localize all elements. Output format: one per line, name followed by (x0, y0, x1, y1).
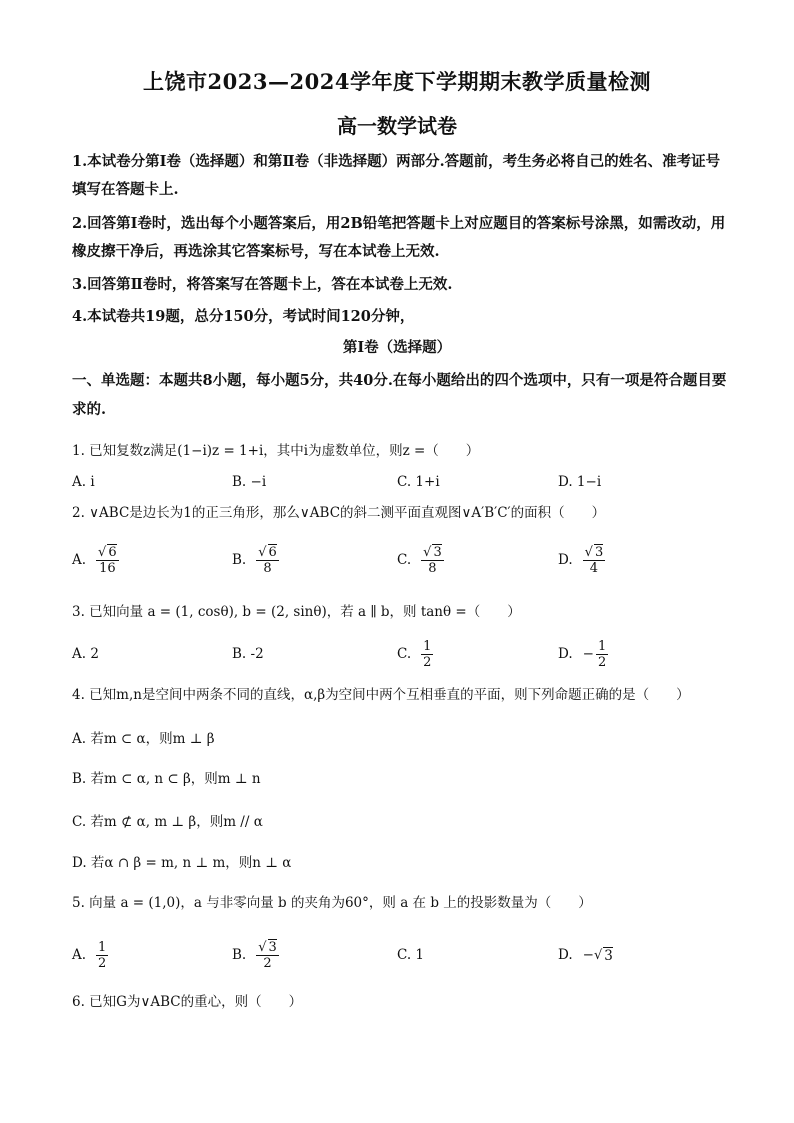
q5-b-denominator: 2 (263, 955, 272, 971)
q5-b-fraction: $\frac{√ 3}{2}$ (258, 939, 277, 971)
question-1-stem: 1. 已知复数z满足(1−i)z = 1+i，其中i为虚数单位，则z =（ ） (72, 443, 480, 459)
q5-a-numerator: 1 (98, 939, 107, 955)
q3-d-fraction (596, 639, 608, 670)
q5-a-label: A. (72, 947, 87, 963)
q1-option-d: D. 1−i (558, 474, 602, 490)
q2-d-numerator: 3 (594, 544, 604, 560)
note-1: 1.本试卷分第Ⅰ卷（选择题）和第Ⅱ卷（非选择题）两部分.答题前，考生务必将自己的姓名、准考证号填写在答题卡上. (72, 153, 721, 198)
q2-option-b (232, 540, 279, 580)
q3-d-denominator: 2 (597, 654, 607, 670)
q4-option-d: D. 若α ∩ β = m, n ⊥ m，则n ⊥ α (72, 855, 292, 871)
note-3: 3.回答第Ⅱ卷时，将答案写在答题卡上，答在本试卷上无效. (72, 276, 453, 293)
q3-d-numerator: 1 (597, 638, 607, 654)
question-2-stem: 2. ∨ABC是边长为1的正三角形，那么∨ABC的斜二测平面直观图∨A′B′C′的面积（ ） (72, 505, 606, 521)
q3-option-b: B. -2 (232, 646, 264, 662)
q2-option-d (558, 540, 605, 580)
q2-b-denominator: 8 (263, 560, 272, 576)
q2-a-label: A. (72, 552, 87, 568)
q2-a-denominator: 16 (99, 560, 116, 576)
q5-b-numerator: 3 (268, 939, 277, 955)
q2-c-fraction: $\frac{√ 3}{8}$ (423, 544, 442, 576)
q5-b-label: B. (232, 947, 247, 963)
q2-c-label: C. (397, 552, 412, 568)
q2-a-numerator: 6 (108, 544, 117, 560)
q5-option-d: D. − √ 3 (558, 947, 613, 964)
q5-a-fraction (96, 940, 108, 971)
q2-b-label: B. (232, 552, 247, 568)
q3-c-denominator: 2 (423, 654, 432, 670)
q2-c-denominator: 8 (428, 560, 437, 576)
q2-a-fraction: $\frac{√ 6}{16}$ (98, 544, 117, 576)
q2-option-a (72, 540, 119, 580)
q3-option-d (558, 634, 608, 674)
q4-option-c: C. 若m ⊄ α, m ⊥ β，则m // α (72, 814, 263, 830)
question-3-options (72, 634, 732, 674)
q4-option-b: B. 若m ⊂ α, n ⊂ β，则m ⊥ n (72, 771, 261, 787)
q3-d-sign: − (582, 646, 594, 662)
q5-option-b (232, 935, 279, 975)
q3-c-fraction (421, 639, 433, 670)
q2-d-label: D. (558, 552, 573, 568)
q1-option-b: B. −i (232, 474, 267, 490)
q3-d-label: D. (558, 646, 573, 662)
q4-option-a: A. 若m ⊂ α，则m ⊥ β (72, 731, 215, 747)
q5-d-radicand: 3 (604, 947, 613, 964)
q1-option-c: C. 1+i (397, 474, 440, 490)
question-2-options (72, 540, 732, 580)
q3-c-numerator: 1 (423, 638, 432, 654)
q1-option-a: A. i (72, 474, 95, 490)
q3-option-a: A. 2 (72, 646, 99, 662)
q2-d-denominator: 4 (589, 560, 599, 576)
question-3-stem: 3. 已知向量 a = (1, cosθ), b = (2, sinθ)，若 a ∥ b，则 tanθ =（ ） (72, 604, 521, 620)
section-title: 第Ⅰ卷（选择题） (342, 339, 452, 356)
note-4: 4.本试卷共19题，总分150分，考试时间120分钟， (72, 308, 415, 325)
q3-c-label: C. (397, 646, 412, 662)
note-2: 2.回答第Ⅰ卷时，选出每个小题答案后，用2B铅笔把答题卡上对应题目的答案标号涂黑，如需改动，用橡皮擦干净后，再选涂其它答案标号，写在本试卷上无效. (72, 215, 726, 260)
q5-option-c: C. 1 (397, 947, 425, 963)
q5-option-a (72, 935, 108, 975)
question-1-options (72, 462, 732, 502)
question-4-stem: 4. 已知m,n是空间中两条不同的直线，α,β为空间中两个互相垂直的平面，则下列命题正确的是（ ） (72, 687, 690, 703)
question-5-options (72, 935, 732, 975)
q2-d-fraction: $\frac{√ 3}{4}$ (584, 544, 604, 576)
q5-d-sign: − (582, 947, 594, 963)
q5-a-denominator: 2 (98, 955, 107, 971)
question-6-stem: 6. 已知G为∨ABC的重心，则（ ） (72, 994, 303, 1010)
exam-subtitle: 高一数学试卷 (337, 114, 457, 138)
q2-c-numerator: 3 (433, 544, 442, 560)
q2-b-numerator: 6 (268, 544, 277, 560)
question-5-stem: 5. 向量 a = (1,0)，a 与非零向量 b 的夹角为60°，则 a 在 b 上的投影数量为（ ） (72, 895, 592, 911)
q5-d-label: D. (558, 947, 573, 963)
q2-b-fraction: $\frac{√ 6}{8}$ (258, 544, 277, 576)
exam-title: 上饶市2023—2024学年度下学期期末教学质量检测 (143, 69, 651, 94)
q2-option-c (397, 540, 444, 580)
q3-option-c (397, 634, 433, 674)
part-title: 一、单选题：本题共8小题，每小题5分，共40分.在每小题给出的四个选项中，只有一项是符合题目要求的. (72, 372, 727, 418)
